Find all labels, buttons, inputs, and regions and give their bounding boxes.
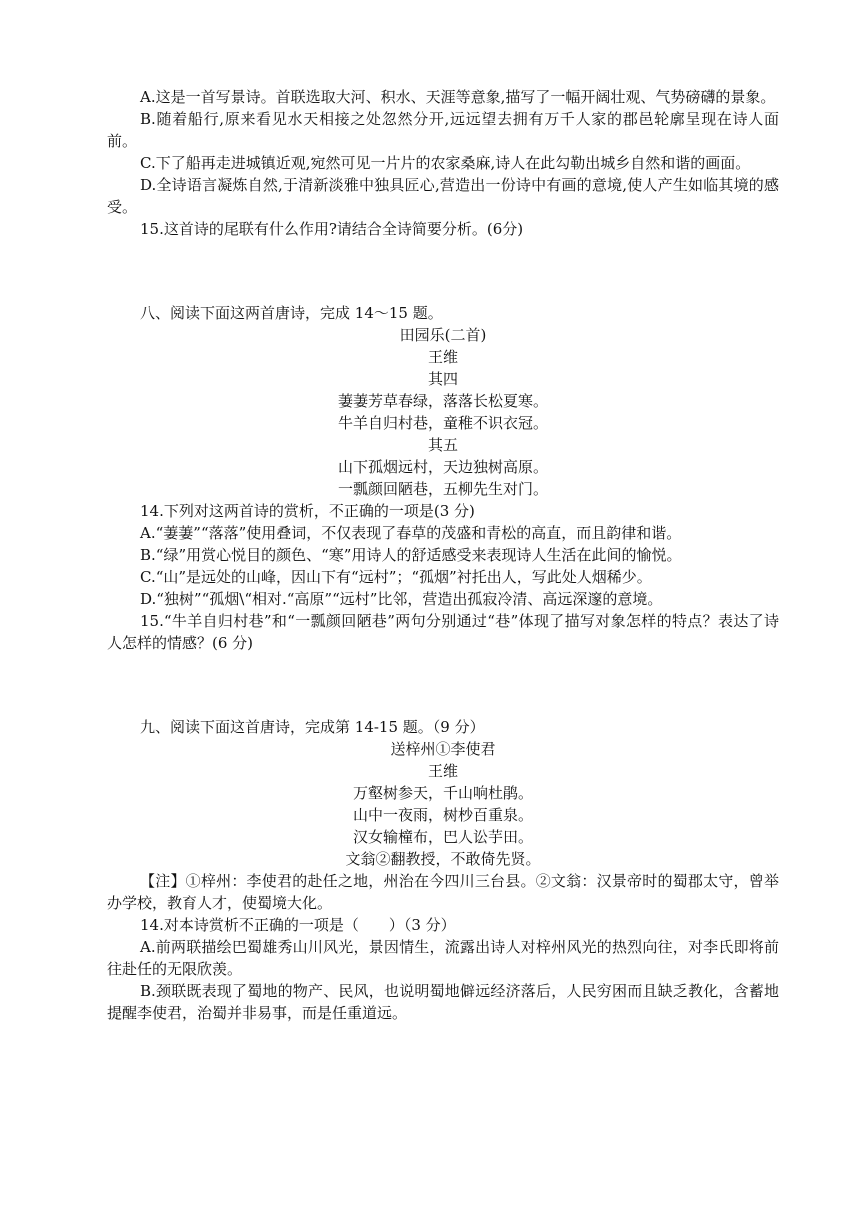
section-9-heading: 九、阅读下面这首唐诗，完成第 14-15 题。（9 分） — [140, 718, 485, 736]
poem-line: 牛羊自归村巷，童稚不识衣冠。 — [337, 414, 548, 432]
option-b: B.“绿”用赏心悦目的颜色、“寒”用诗人的舒适感受来表现诗人生活在此间的愉悦。 — [140, 546, 682, 564]
option-d: D.全诗语言凝炼自然,于清新淡雅中独具匠心,营造出一份诗中有画的意境,使人产生如临其境的感受。 — [107, 176, 779, 216]
spacer — [107, 654, 779, 716]
poem-subtitle: 其五 — [427, 436, 458, 454]
annotation-note: 【注】①梓州：李使君的赴任之地，州治在今四川三台县。②文翁：汉景帝时的蜀郡太守，曾举办学校，教育人才，使蜀境大化。 — [107, 872, 779, 912]
option-a: A.这是一首写景诗。首联选取大河、积水、天涯等意象,描写了一幅开阔壮观、气势磅礴的景象。 — [140, 88, 776, 106]
option-c: C.“山”是远处的山峰，因山下有“远村”；“孤烟”衬托出人，写此处人烟稀少。 — [140, 568, 652, 586]
poem-author: 王维 — [427, 762, 458, 780]
question-14: 14.下列对这两首诗的赏析，不正确的一项是(3 分) — [140, 502, 475, 520]
poem-line: 山下孤烟远村，天边独树高原。 — [337, 458, 548, 476]
question-15: 15.“牛羊自归村巷”和“一瓢颜回陋巷”两句分别通过“巷”体现了描写对象怎样的特点？表达了诗人怎样的情感？(6 分) — [107, 612, 779, 652]
poem-line: 万壑树参天，千山响杜鹃。 — [352, 784, 533, 802]
poem-line: 山中一夜雨，树杪百重泉。 — [352, 806, 533, 824]
poem-line: 汉女输橦布，巴人讼芋田。 — [352, 828, 533, 846]
spacer — [107, 240, 779, 302]
poem-author: 王维 — [427, 348, 458, 366]
option-a: A.前两联描绘巴蜀雄秀山川风光，景因情生，流露出诗人对梓州风光的热烈向往，对李氏即将前往赴任的无限欣羡。 — [107, 938, 779, 978]
poem-subtitle: 其四 — [427, 370, 458, 388]
poem-title: 送梓州①李使君 — [390, 740, 496, 758]
document-page — [107, 86, 779, 1024]
option-b: B.随着船行,原来看见水天相接之处忽然分开,远远望去拥有万千人家的郡邑轮廓呈现在诗人面前。 — [107, 110, 779, 150]
question-14: 14.对本诗赏析不正确的一项是（ ）（3 分） — [140, 916, 456, 934]
poem-line: 一瓢颜回陋巷，五柳先生对门。 — [337, 480, 548, 498]
question-15: 15.这首诗的尾联有什么作用?请结合全诗简要分析。(6分) — [140, 220, 524, 238]
poem-title: 田园乐(二首) — [399, 326, 487, 344]
option-c: C.下了船再走进城镇近观,宛然可见一片片的农家桑麻,诗人在此勾勒出城乡自然和谐的画面。 — [140, 154, 751, 172]
poem-line: 萋萋芳草春绿，落落长松夏寒。 — [337, 392, 548, 410]
option-d: D.“独树”“孤烟\“相对.“高原”“远村”比邻，营造出孤寂冷清、高远深邃的意境。 — [140, 590, 663, 608]
poem-line: 文翁②翻教授，不敢倚先贤。 — [345, 850, 541, 868]
option-b: B.颈联既表现了蜀地的物产、民风，也说明蜀地僻远经济落后，人民穷困而且缺乏教化，含蓄地提醒李使君，治蜀并非易事，而是任重道远。 — [107, 982, 779, 1022]
option-a: A.“萋萋”“落落”使用叠词，不仅表现了春草的茂盛和青松的高直，而且韵律和谐。 — [140, 524, 682, 542]
section-8-heading: 八、阅读下面这两首唐诗，完成 14～15 题。 — [140, 304, 443, 322]
